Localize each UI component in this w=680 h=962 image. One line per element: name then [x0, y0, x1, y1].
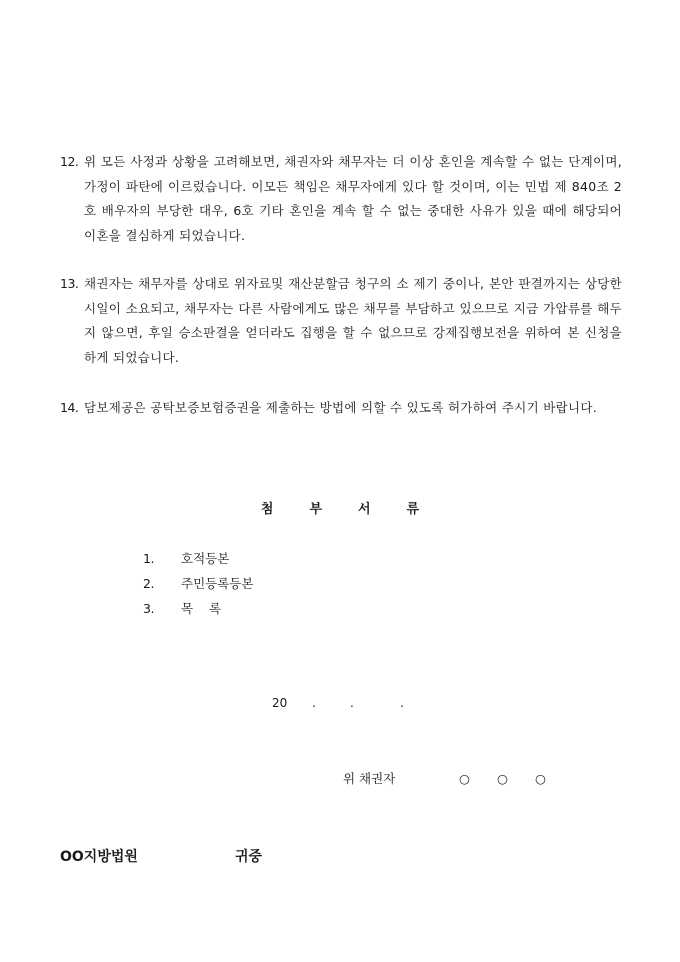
court-addressee — [60, 846, 262, 866]
list-item-number: 3. — [143, 601, 154, 616]
list-item — [143, 546, 253, 571]
attachments-title-char: 서 — [357, 502, 371, 517]
name-placeholder-mark: ○ — [535, 771, 546, 786]
list-item-label: 목 록 — [181, 601, 222, 616]
list-item-label: 주민등록등본 — [181, 576, 254, 591]
court-suffix: 귀중 — [235, 849, 263, 865]
attachments-title-char: 부 — [309, 502, 323, 517]
date-separator: . — [350, 696, 354, 710]
date-line — [272, 696, 404, 710]
name-placeholder-mark: ○ — [497, 771, 508, 786]
paragraph-number: 13. — [60, 276, 79, 291]
list-item-label: 호적등본 — [181, 551, 230, 566]
attachments-title-char: 류 — [406, 502, 420, 517]
paragraph-12 — [60, 150, 622, 248]
attachments-title — [0, 498, 680, 517]
list-item — [143, 596, 253, 621]
attachments-title-char: 첨 — [260, 502, 274, 517]
list-item — [143, 571, 253, 596]
date-separator: . — [400, 696, 404, 710]
date-separator: . — [312, 696, 316, 710]
name-placeholder-mark: ○ — [459, 771, 470, 786]
court-name: OO지방법원 — [60, 849, 138, 865]
paragraph-14 — [60, 396, 622, 421]
paragraph-text: 위 모든 사정과 상황을 고려해보면, 채권자와 채무자는 더 이상 혼인을 계속할 수 없는 단계이며, 가정이 파탄에 이르렀습니다. 이모든 책임은 채무자에게 있다 할 것이며, 이는 민법 제 840조 2호 배우자의 부당한 대우, 6호 기타 혼인을 계속 할 수 없는 중대한 사유가 있을 때에 해당되어 이혼을 결심하게 되었습니다. — [84, 154, 622, 243]
paragraph-text: 채권자는 채무자를 상대로 위자료및 재산분할금 청구의 소 제기 중이나, 본안 판결까지는 상당한 시일이 소요되고, 채무자는 다른 사람에게도 많은 채무를 부담하고 있으므로 지금 가압류를 해두지 않으면, 후일 승소판결을 얻더라도 집행을 할 수 없으므로 강제집행보전을 위하여 본 신청을 하게 되었습니다. — [84, 276, 622, 365]
paragraph-13 — [60, 272, 622, 370]
paragraph-number: 12. — [60, 154, 79, 169]
date-year: 20 — [272, 696, 288, 710]
paragraph-text: 담보제공은 공탁보증보험증권을 제출하는 방법에 의할 수 있도록 허가하여 주시기 바랍니다. — [84, 400, 597, 415]
creditor-label: 위 채권자 — [343, 771, 396, 786]
list-item-number: 2. — [143, 576, 154, 591]
paragraph-number: 14. — [60, 400, 79, 415]
list-item-number: 1. — [143, 551, 154, 566]
signature-line — [343, 769, 546, 787]
attachments-list — [143, 546, 253, 621]
